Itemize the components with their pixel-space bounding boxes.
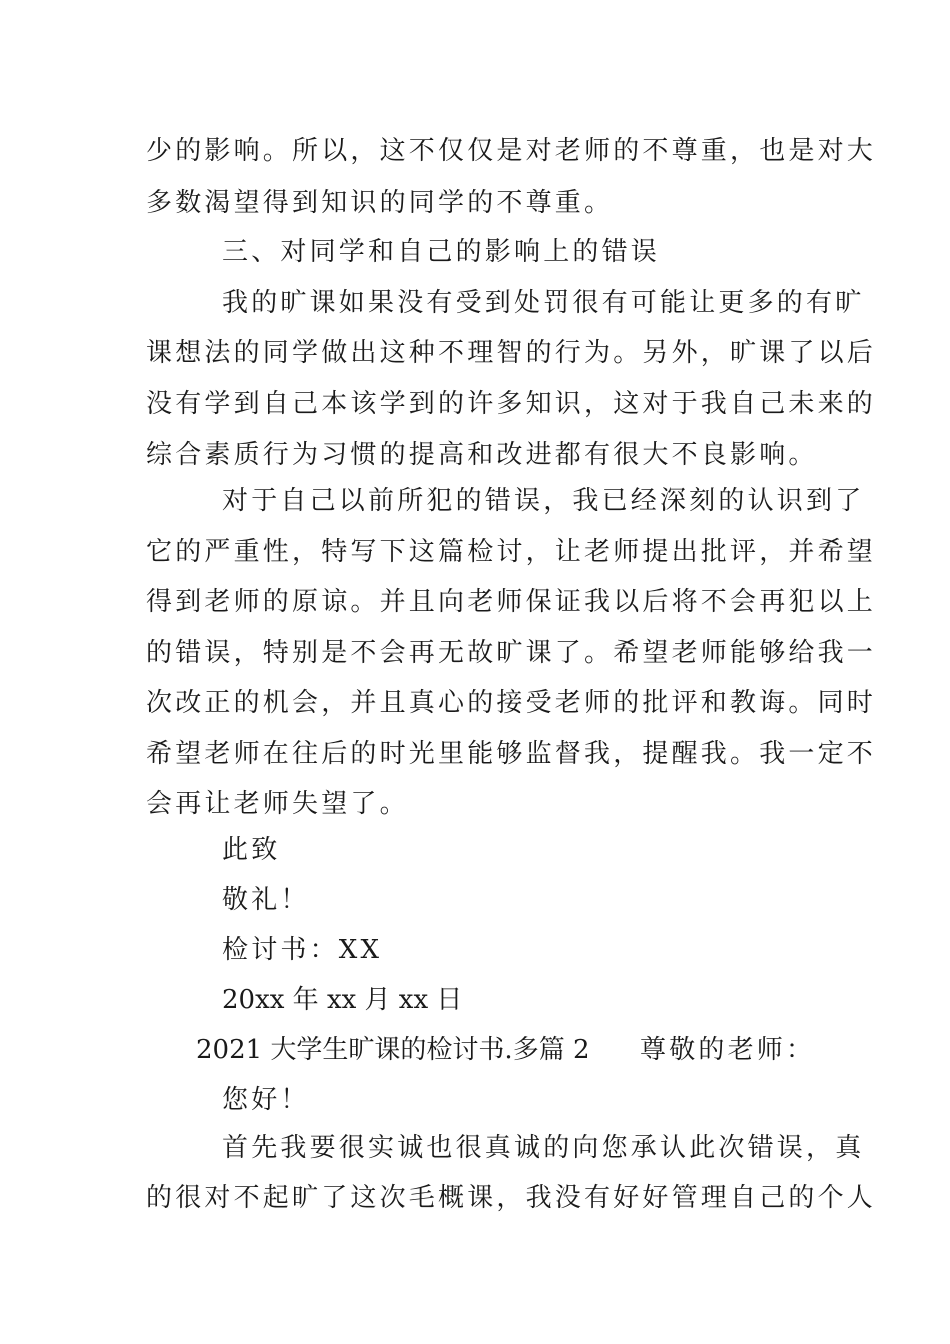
text-line: 的错误，特别是不会再无故旷课了。希望老师能够给我一 (146, 638, 877, 668)
text-line: 多数渴望得到知识的同学的不尊重。 (146, 188, 614, 218)
article-title: 2021 大学生旷课的检讨书.多篇 2 (196, 1035, 590, 1065)
section-heading: 三、对同学和自己的影响上的错误 (222, 237, 661, 267)
text-line: 次改正的机会，并且真心的接受老师的批评和教诲。同时 (146, 688, 877, 718)
text-line: 没有学到自己本该学到的许多知识，这对于我自己未来的 (146, 389, 877, 419)
salutation-line: 敬礼！ (222, 885, 310, 915)
text-line: 对于自己以前所犯的错误，我已经深刻的认识到了 (222, 486, 865, 516)
letter-greeting: 尊敬的老师： (640, 1035, 816, 1065)
text-line: 首先我要很实诚也很真诚的向您承认此次错误，真 (222, 1133, 865, 1163)
text-line: 得到老师的原谅。并且向老师保证我以后将不会再犯以上 (146, 587, 877, 617)
text-line: 它的严重性，特写下这篇检讨，让老师提出批评，并希望 (146, 537, 877, 567)
text-line: 少的影响。所以，这不仅仅是对老师的不尊重，也是对大 (146, 136, 877, 166)
date-line: 20xx 年 xx 月 xx 日 (222, 985, 463, 1015)
text-line: 会再让老师失望了。 (146, 789, 409, 819)
closing-line: 此致 (222, 835, 281, 865)
hello-line: 您好！ (222, 1085, 310, 1115)
signature-line: 检讨书：XX (222, 935, 383, 965)
text-line: 的很对不起旷了这次毛概课，我没有好好管理自己的个人 (146, 1183, 877, 1213)
text-line: 希望老师在往后的时光里能够监督我，提醒我。我一定不 (146, 739, 877, 769)
text-line: 综合素质行为习惯的提高和改进都有很大不良影响。 (146, 440, 818, 470)
text-line: 我的旷课如果没有受到处罚很有可能让更多的有旷 (222, 288, 865, 318)
text-line: 课想法的同学做出这种不理智的行为。另外，旷课了以后 (146, 338, 877, 368)
